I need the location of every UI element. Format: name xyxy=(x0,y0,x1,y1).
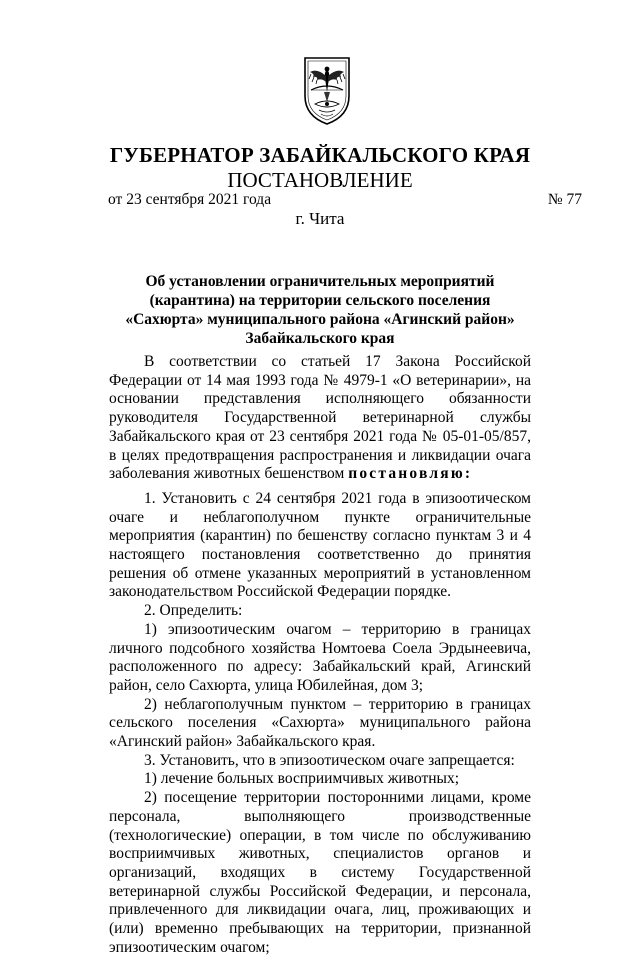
document-city: г. Чита xyxy=(295,209,345,228)
paragraph: 2. Определить: xyxy=(144,602,243,620)
paragraph: 1) эпизоотическим очагом – территорию в границах личного подсобного хозяйства Номтоева Соела Эрдынеевича, расположенного по адресу: Забайкальский край, Агинский район, село Сахюрта, улица Юбилейная, дом 3; xyxy=(109,620,531,694)
document-type: ПОСТАНОВЛЕНИЕ xyxy=(227,168,413,192)
paragraph: 2) посещение территории посторонними лицами, кроме персонала, выполняющего производственные (технологические) операции, в том числе по обслуживанию восприимчивых животных, специалистов органов и организаций, входящих в систему Государственной ветеринарной службы Российской Федерации, и персонала, привлеченного для ликвидации очага, лиц, проживающих и (или) временно пребывающих на территории, признанной эпизоотическим очагом; xyxy=(109,789,531,956)
issuing-authority: ГУБЕРНАТОР ЗАБАЙКАЛЬСКОГО КРАЯ xyxy=(109,143,531,167)
document-number: № 77 xyxy=(547,191,582,208)
zabaykalsky-coat-of-arms-icon xyxy=(297,52,357,128)
preamble-text: В соответствии со статьей 17 Закона Российской Федерации от 14 мая 1993 года № 4979-1 «О ветеринарии», на основании представления исполняющего обязанности руководителя Государственной ветеринарной службы Забайкальского края от 23 сентября 2021 года № 05-01-05/857, в целях предотвращения распространения и ликвидации очага заболевания животных бешенством xyxy=(109,353,531,483)
paragraph: 2) неблагополучным пунктом – территорию в границах сельского поселения «Сахюрта» муниципального района «Агинский район» Забайкальского края. xyxy=(109,695,531,751)
paragraph: 1) лечение больных восприимчивых животных; xyxy=(144,770,460,788)
paragraph: 3. Установить, что в эпизоотическом очаге запрещается: xyxy=(144,751,515,769)
document-subject: Об установлении ограничительных мероприятий (карантина) на территории сельского поселения «Сахюрта» муниципального района «Агинский район» Забайкальского края xyxy=(125,273,515,347)
document-body xyxy=(109,353,531,958)
decree-word: постановляю: xyxy=(348,465,473,483)
preamble xyxy=(109,353,531,484)
document-date: от 23 сентября 2021 года xyxy=(108,191,272,208)
paragraph: 1. Установить с 24 сентября 2021 года в эпизоотическом очаге и неблагополучном пункте ограничительные мероприятия (карантин) по бешенству согласно пунктам 3 и 4 настоящего постановления соответственно до принятия решения об отмене указанных мероприятий в установленном законодательством Российской Федерации порядке. xyxy=(109,489,531,601)
